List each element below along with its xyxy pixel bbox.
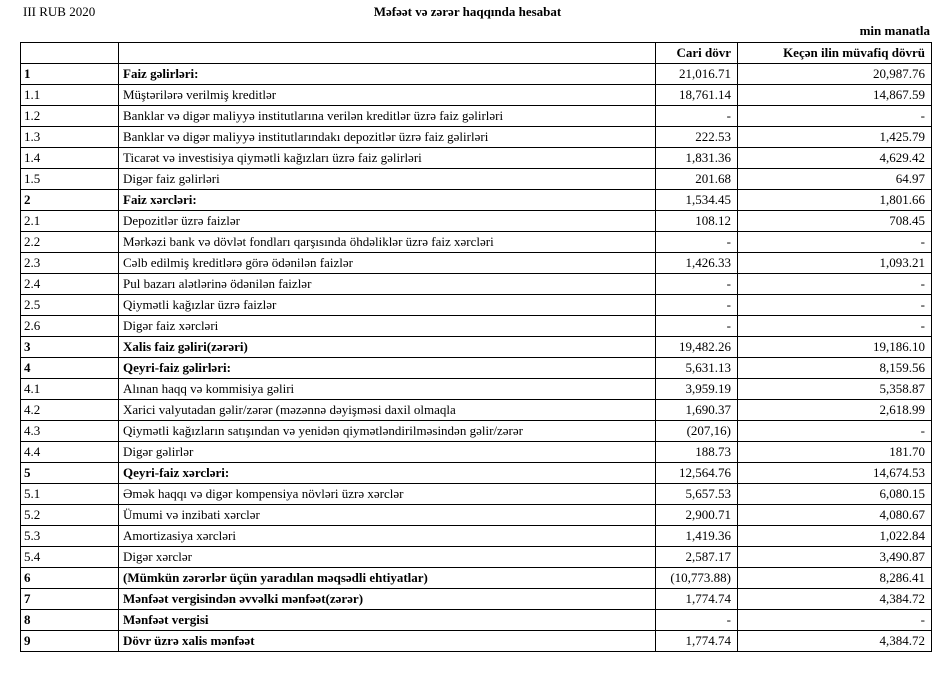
row-number-cell: 5.3 (21, 526, 119, 547)
row-number-cell: 5 (21, 463, 119, 484)
previous-value-cell: 8,159.56 (738, 358, 932, 379)
row-label-cell: Ticarət və investisiya qiymətli kağızları üzrə faiz gəlirləri (119, 148, 656, 169)
previous-value-cell: 1,093.21 (738, 253, 932, 274)
previous-value-cell: - (738, 106, 932, 127)
previous-value-cell: - (738, 610, 932, 631)
previous-value-cell: 4,080.67 (738, 505, 932, 526)
previous-value-cell: 4,384.72 (738, 631, 932, 652)
previous-value-cell: 3,490.87 (738, 547, 932, 568)
previous-value-cell: - (738, 274, 932, 295)
unit-note: min manatla (859, 23, 930, 38)
row-label-cell: Banklar və digər maliyyə institutlarına verilən kreditlər üzrə faiz gəlirləri (119, 106, 656, 127)
row-label-cell: Ümumi və inzibati xərclər (119, 505, 656, 526)
header-no-cell (21, 43, 119, 64)
current-value-cell: - (656, 610, 738, 631)
row-number-cell: 5.1 (21, 484, 119, 505)
current-value-cell: 5,631.13 (656, 358, 738, 379)
current-value-cell: 201.68 (656, 169, 738, 190)
previous-value-cell: 4,629.42 (738, 148, 932, 169)
row-number-cell: 6 (21, 568, 119, 589)
table-row (21, 505, 932, 526)
previous-value-cell: 8,286.41 (738, 568, 932, 589)
previous-value-cell: 14,674.53 (738, 463, 932, 484)
current-value-cell: 18,761.14 (656, 85, 738, 106)
table-row (21, 358, 932, 379)
table-row (21, 211, 932, 232)
current-value-cell: 21,016.71 (656, 64, 738, 85)
report-period: III RUB 2020 (23, 4, 96, 19)
row-number-cell: 5.4 (21, 547, 119, 568)
current-value-cell: - (656, 295, 738, 316)
current-value-cell: (10,773.88) (656, 568, 738, 589)
row-label-cell: Alınan haqq və kommisiya gəliri (119, 379, 656, 400)
table-row (21, 274, 932, 295)
pl-table-body (21, 64, 932, 652)
current-value-cell: (207,16) (656, 421, 738, 442)
table-row (21, 568, 932, 589)
current-value-cell: - (656, 316, 738, 337)
header-label-cell (119, 43, 656, 64)
table-row (21, 421, 932, 442)
header-current-period: Cari dövr (656, 43, 738, 64)
row-number-cell: 1.4 (21, 148, 119, 169)
table-row (21, 442, 932, 463)
table-row (21, 295, 932, 316)
table-row (21, 631, 932, 652)
row-label-cell: Xalis faiz gəliri(zərəri) (119, 337, 656, 358)
row-label-cell: Mənfəət vergisindən əvvəlki mənfəət(zərər) (119, 589, 656, 610)
previous-value-cell: 1,425.79 (738, 127, 932, 148)
current-value-cell: 188.73 (656, 442, 738, 463)
table-row (21, 64, 932, 85)
table-row (21, 106, 932, 127)
row-label-cell: Qiymətli kağızların satışından və yenidən qiymətləndirilməsindən gəlir/zərər (119, 421, 656, 442)
table-row (21, 148, 932, 169)
report-header (0, 0, 935, 20)
previous-value-cell: 1,022.84 (738, 526, 932, 547)
row-number-cell: 2.2 (21, 232, 119, 253)
table-row (21, 484, 932, 505)
previous-value-cell: - (738, 316, 932, 337)
current-value-cell: 5,657.53 (656, 484, 738, 505)
row-number-cell: 5.2 (21, 505, 119, 526)
previous-value-cell: 708.45 (738, 211, 932, 232)
current-value-cell: 1,690.37 (656, 400, 738, 421)
row-label-cell: Faiz gəlirləri: (119, 64, 656, 85)
row-label-cell: Qiymətli kağızlar üzrə faizlər (119, 295, 656, 316)
row-number-cell: 9 (21, 631, 119, 652)
row-number-cell: 2.6 (21, 316, 119, 337)
table-row (21, 526, 932, 547)
current-value-cell: - (656, 232, 738, 253)
previous-value-cell: 20,987.76 (738, 64, 932, 85)
row-label-cell: Cəlb edilmiş kreditlərə görə ödənilən faizlər (119, 253, 656, 274)
previous-value-cell: 14,867.59 (738, 85, 932, 106)
row-number-cell: 4 (21, 358, 119, 379)
previous-value-cell: - (738, 421, 932, 442)
table-row (21, 463, 932, 484)
table-row (21, 190, 932, 211)
table-row (21, 547, 932, 568)
row-number-cell: 4.2 (21, 400, 119, 421)
row-number-cell: 2 (21, 190, 119, 211)
row-number-cell: 1 (21, 64, 119, 85)
previous-value-cell: 19,186.10 (738, 337, 932, 358)
table-header-row (21, 43, 932, 64)
row-label-cell: Müştərilərə verilmiş kreditlər (119, 85, 656, 106)
current-value-cell: 2,900.71 (656, 505, 738, 526)
row-number-cell: 4.4 (21, 442, 119, 463)
table-row (21, 589, 932, 610)
report-title: Məfəət və zərər haqqında hesabat (373, 4, 562, 19)
row-label-cell: Dövr üzrə xalis mənfəət (119, 631, 656, 652)
row-number-cell: 3 (21, 337, 119, 358)
row-number-cell: 1.1 (21, 85, 119, 106)
row-number-cell: 2.3 (21, 253, 119, 274)
table-row (21, 169, 932, 190)
row-label-cell: Qeyri-faiz xərcləri: (119, 463, 656, 484)
previous-value-cell: 181.70 (738, 442, 932, 463)
current-value-cell: 1,419.36 (656, 526, 738, 547)
row-label-cell: Banklar və digər maliyyə institutlarındakı depozitlər üzrə faiz gəlirləri (119, 127, 656, 148)
current-value-cell: 3,959.19 (656, 379, 738, 400)
table-row (21, 316, 932, 337)
current-value-cell: 12,564.76 (656, 463, 738, 484)
row-label-cell: Qeyri-faiz gəlirləri: (119, 358, 656, 379)
row-label-cell: Xarici valyutadan gəlir/zərər (məzənnə dəyişməsi daxil olmaqla (119, 400, 656, 421)
row-number-cell: 2.5 (21, 295, 119, 316)
row-label-cell: Mərkəzi bank və dövlət fondları qarşısında öhdəliklər üzrə faiz xərcləri (119, 232, 656, 253)
header-previous-period: Keçən ilin müvafiq dövrü (738, 43, 932, 64)
current-value-cell: 1,774.74 (656, 589, 738, 610)
table-row (21, 127, 932, 148)
row-label-cell: Digər faiz gəlirləri (119, 169, 656, 190)
row-number-cell: 1.3 (21, 127, 119, 148)
previous-value-cell: 4,384.72 (738, 589, 932, 610)
row-number-cell: 8 (21, 610, 119, 631)
table-row (21, 610, 932, 631)
current-value-cell: 1,774.74 (656, 631, 738, 652)
previous-value-cell: 2,618.99 (738, 400, 932, 421)
table-row (21, 337, 932, 358)
current-value-cell: - (656, 274, 738, 295)
row-number-cell: 2.4 (21, 274, 119, 295)
previous-value-cell: 1,801.66 (738, 190, 932, 211)
row-number-cell: 1.2 (21, 106, 119, 127)
previous-value-cell: - (738, 232, 932, 253)
table-row (21, 379, 932, 400)
table-row (21, 253, 932, 274)
current-value-cell: 1,534.45 (656, 190, 738, 211)
table-row (21, 400, 932, 421)
profit-loss-table (20, 42, 932, 652)
table-row (21, 85, 932, 106)
row-label-cell: Depozitlər üzrə faizlər (119, 211, 656, 232)
row-label-cell: Digər gəlirlər (119, 442, 656, 463)
row-number-cell: 4.1 (21, 379, 119, 400)
row-number-cell: 7 (21, 589, 119, 610)
row-label-cell: (Mümkün zərərlər üçün yaradılan məqsədli ehtiyatlar) (119, 568, 656, 589)
current-value-cell: 108.12 (656, 211, 738, 232)
row-label-cell: Əmək haqqı və digər kompensiya növləri üzrə xərclər (119, 484, 656, 505)
current-value-cell: - (656, 106, 738, 127)
row-number-cell: 4.3 (21, 421, 119, 442)
previous-value-cell: 6,080.15 (738, 484, 932, 505)
row-number-cell: 1.5 (21, 169, 119, 190)
row-label-cell: Pul bazarı alətlərinə ödənilən faizlər (119, 274, 656, 295)
previous-value-cell: 64.97 (738, 169, 932, 190)
current-value-cell: 19,482.26 (656, 337, 738, 358)
current-value-cell: 222.53 (656, 127, 738, 148)
current-value-cell: 1,831.36 (656, 148, 738, 169)
row-label-cell: Digər xərclər (119, 547, 656, 568)
row-label-cell: Mənfəət vergisi (119, 610, 656, 631)
row-label-cell: Digər faiz xərcləri (119, 316, 656, 337)
row-label-cell: Amortizasiya xərcləri (119, 526, 656, 547)
row-number-cell: 2.1 (21, 211, 119, 232)
table-row (21, 232, 932, 253)
row-label-cell: Faiz xərcləri: (119, 190, 656, 211)
previous-value-cell: 5,358.87 (738, 379, 932, 400)
previous-value-cell: - (738, 295, 932, 316)
current-value-cell: 1,426.33 (656, 253, 738, 274)
current-value-cell: 2,587.17 (656, 547, 738, 568)
